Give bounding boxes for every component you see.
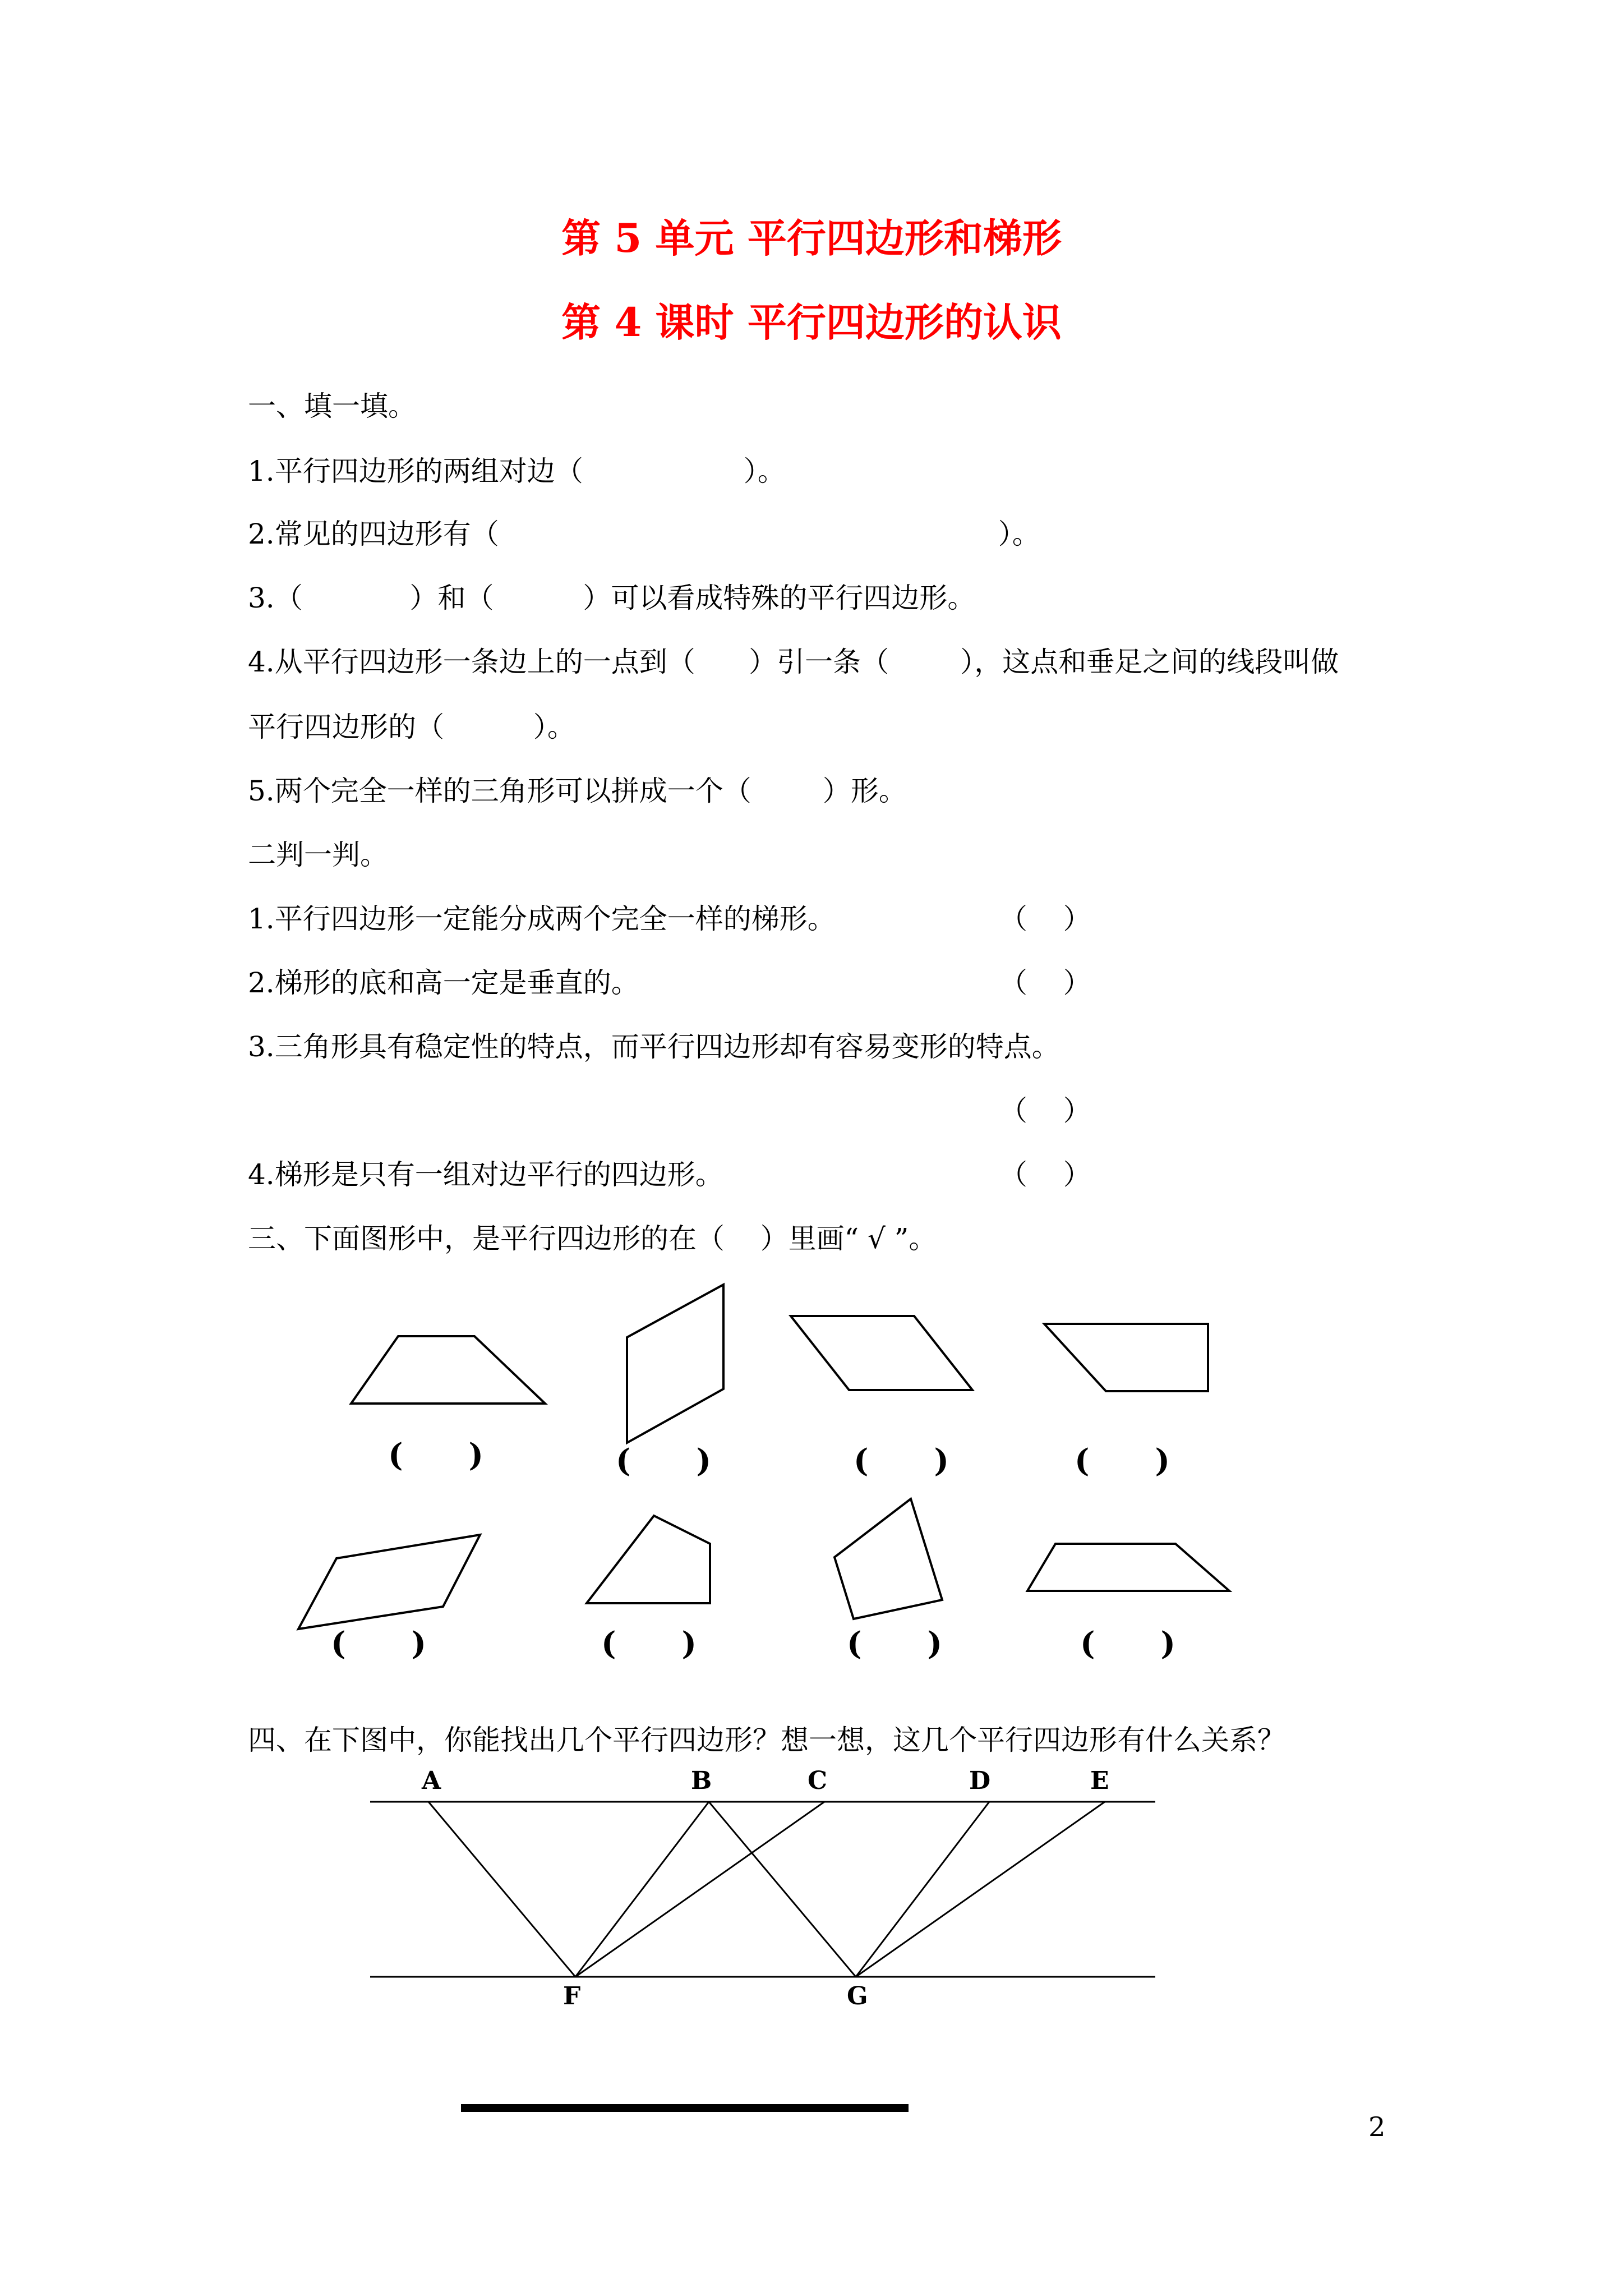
page-number: 2: [1368, 2111, 1386, 2143]
shape-right-trapezoid-4: [1044, 1324, 1208, 1391]
section2-heading: 二判一判。: [248, 839, 388, 871]
lesson-title: 第 4 课时 平行四边形的认识: [561, 299, 1062, 346]
answer-paren-7[interactable]: ( ): [847, 1625, 942, 1662]
shape-parallelogram-5: [298, 1535, 480, 1629]
segment-CF: [575, 1802, 824, 1977]
fill-question-4-continued: 平行四边形的（ ）。: [248, 711, 575, 743]
judge-statement-3: 3.三角形具有稳定性的特点，而平行四边形却有容易变形的特点。: [248, 1030, 1060, 1063]
section4-heading: 四、在下图中，你能找出几个平行四边形？想一想，这几个平行四边形有什么关系？: [248, 1724, 1285, 1756]
shape-quadrilateral-7: [834, 1499, 942, 1619]
point-label-A: A: [422, 1766, 441, 1795]
fill-question-4: 4.从平行四边形一条边上的一点到（ ）引一条（ ），这点和垂足之间的线段叫做: [248, 646, 1339, 678]
answer-paren-2[interactable]: ( ): [616, 1442, 711, 1479]
fill-question-5: 5.两个完全一样的三角形可以拼成一个（ ）形。: [248, 775, 907, 807]
point-label-F: F: [563, 1982, 581, 2010]
fill-question-1: 1.平行四边形的两组对边（ ）。: [248, 455, 786, 487]
fill-question-3: 3.（ ）和（ ）可以看成特殊的平行四边形。: [248, 582, 976, 614]
judge-statement-2: 2.梯形的底和高一定是垂直的。: [248, 967, 639, 999]
judge-mark-1: （ ）: [999, 903, 1091, 935]
shape-trapezoid-8: [1027, 1544, 1229, 1591]
answer-paren-3[interactable]: ( ): [854, 1442, 949, 1479]
segment-EG: [856, 1802, 1105, 1977]
judge-mark-2: （ ）: [999, 967, 1091, 999]
point-label-D: D: [969, 1766, 991, 1795]
point-label-G: G: [847, 1982, 868, 2010]
footer-divider: [461, 2104, 909, 2112]
shape-parallelogram-3: [791, 1316, 972, 1390]
judge-mark-4: （ ）: [999, 1158, 1091, 1191]
point-label-E: E: [1090, 1766, 1109, 1795]
fill-question-2: 2.常见的四边形有（ ）。: [248, 518, 1040, 550]
answer-paren-5[interactable]: ( ): [331, 1625, 426, 1662]
answer-paren-6[interactable]: ( ): [601, 1625, 697, 1662]
parallel-lines-figure: [370, 1802, 1155, 1977]
segment-DG: [856, 1802, 989, 1977]
judge-statement-4: 4.梯形是只有一组对边平行的四边形。: [248, 1158, 723, 1191]
segment-BG: [709, 1802, 856, 1977]
judge-mark-3: （ ）: [999, 1094, 1091, 1127]
point-label-C: C: [808, 1766, 828, 1795]
point-label-B: B: [691, 1766, 712, 1795]
answer-paren-1[interactable]: ( ): [388, 1437, 483, 1474]
answer-paren-8[interactable]: ( ): [1080, 1625, 1175, 1662]
section1-heading: 一、填一填。: [248, 390, 416, 422]
shape-quadrilateral-6: [587, 1516, 710, 1603]
answer-paren-4[interactable]: ( ): [1075, 1442, 1170, 1479]
shape-parallelogram-2: [627, 1285, 723, 1443]
segment-BF: [575, 1802, 709, 1977]
unit-title: 第 5 单元 平行四边形和梯形: [561, 215, 1062, 261]
shape-trapezoid-1: [351, 1336, 545, 1404]
section3-heading: 三、下面图形中，是平行四边形的在（ ）里画“ √ ”。: [248, 1222, 937, 1255]
judge-statement-1: 1.平行四边形一定能分成两个完全一样的梯形。: [248, 903, 836, 935]
segment-AF: [428, 1802, 575, 1977]
